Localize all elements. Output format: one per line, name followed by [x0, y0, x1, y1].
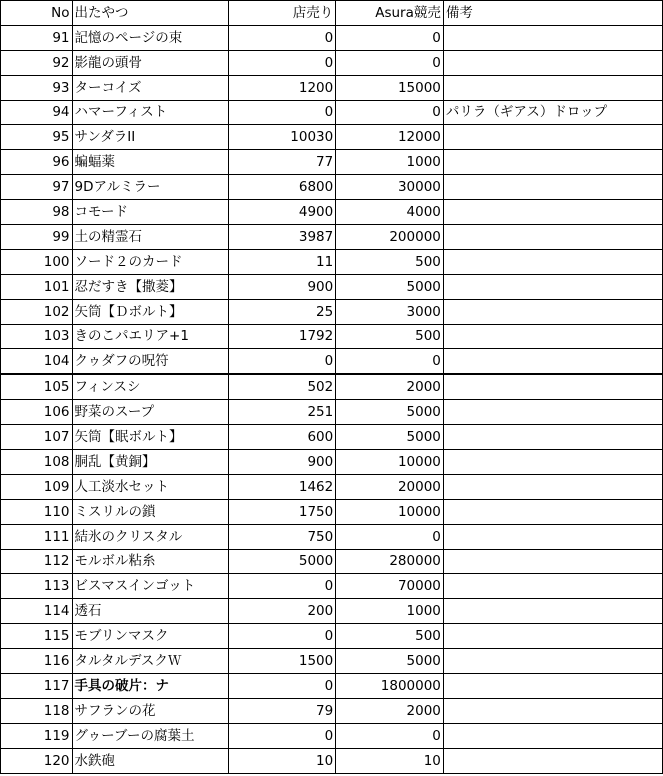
cell-item-name[interactable]: 9Dアルミラー	[72, 175, 229, 200]
cell-shop-price[interactable]: 0	[229, 574, 336, 599]
cell-item-name[interactable]: ターコイズ	[72, 75, 229, 100]
cell-item-name[interactable]: 忍だすき【撒菱】	[72, 274, 229, 299]
cell-no[interactable]: 114	[1, 599, 73, 624]
cell-item-name[interactable]: クゥダフの呪符	[72, 349, 229, 374]
cell-auction-price[interactable]: 0	[336, 25, 444, 50]
cell-auction-price[interactable]: 3000	[336, 299, 444, 324]
cell-no[interactable]: 109	[1, 474, 73, 499]
cell-note[interactable]	[443, 499, 662, 524]
header-note[interactable]: 備考	[443, 1, 662, 26]
cell-note[interactable]	[443, 599, 662, 624]
header-name[interactable]: 出たやつ	[72, 1, 229, 26]
cell-shop-price[interactable]: 77	[229, 150, 336, 175]
cell-auction-price[interactable]: 15000	[336, 75, 444, 100]
cell-no[interactable]: 94	[1, 100, 73, 125]
cell-auction-price[interactable]: 20000	[336, 474, 444, 499]
cell-auction-price[interactable]: 0	[336, 723, 444, 748]
cell-note[interactable]	[443, 624, 662, 649]
cell-shop-price[interactable]: 1500	[229, 649, 336, 674]
cell-item-name[interactable]: ハマーフィスト	[72, 100, 229, 125]
cell-auction-price[interactable]: 0	[336, 100, 444, 125]
cell-shop-price[interactable]: 900	[229, 450, 336, 475]
cell-no[interactable]: 99	[1, 225, 73, 250]
header-shop-price[interactable]: 店売り	[229, 1, 336, 26]
cell-shop-price[interactable]: 11	[229, 249, 336, 274]
cell-auction-price[interactable]: 5000	[336, 649, 444, 674]
cell-item-name[interactable]: モブリンマスク	[72, 624, 229, 649]
cell-item-name[interactable]: 矢筒【Ｄボルト】	[72, 299, 229, 324]
cell-shop-price[interactable]: 4900	[229, 200, 336, 225]
cell-note[interactable]	[443, 25, 662, 50]
table-row	[1, 649, 663, 674]
cell-note[interactable]	[443, 175, 662, 200]
cell-auction-price[interactable]: 10000	[336, 450, 444, 475]
cell-shop-price[interactable]: 0	[229, 50, 336, 75]
cell-item-name[interactable]: きのこパエリア+1	[72, 324, 229, 349]
cell-no[interactable]: 110	[1, 499, 73, 524]
cell-item-name[interactable]: タルタルデスクＷ	[72, 649, 229, 674]
cell-auction-price[interactable]: 200000	[336, 225, 444, 250]
cell-no[interactable]: 117	[1, 674, 73, 699]
cell-auction-price[interactable]: 500	[336, 249, 444, 274]
cell-no[interactable]: 91	[1, 25, 73, 50]
cell-no[interactable]: 115	[1, 624, 73, 649]
cell-note[interactable]	[443, 649, 662, 674]
cell-no[interactable]: 107	[1, 425, 73, 450]
table-row	[1, 574, 663, 599]
table-body	[1, 25, 663, 773]
table-row	[1, 150, 663, 175]
cell-note[interactable]	[443, 249, 662, 274]
cell-auction-price[interactable]: 1800000	[336, 674, 444, 699]
cell-note[interactable]	[443, 225, 662, 250]
cell-auction-price[interactable]: 5000	[336, 400, 444, 425]
table-row	[1, 50, 663, 75]
cell-item-name[interactable]: 結氷のクリスタル	[72, 524, 229, 549]
cell-auction-price[interactable]: 10000	[336, 499, 444, 524]
cell-item-name[interactable]: 矢筒【眠ボルト】	[72, 425, 229, 450]
cell-no[interactable]: 103	[1, 324, 73, 349]
cell-no[interactable]: 111	[1, 524, 73, 549]
cell-shop-price[interactable]: 10030	[229, 125, 336, 150]
cell-shop-price[interactable]: 79	[229, 698, 336, 723]
cell-note[interactable]	[443, 425, 662, 450]
table-row	[1, 450, 663, 475]
cell-note[interactable]: パリラ（ギアス）ドロップ	[443, 100, 662, 125]
cell-note[interactable]	[443, 674, 662, 699]
table-row	[1, 748, 663, 773]
cell-shop-price[interactable]: 900	[229, 274, 336, 299]
cell-no[interactable]: 96	[1, 150, 73, 175]
cell-no[interactable]: 101	[1, 274, 73, 299]
cell-item-name[interactable]: 蝙蝠薬	[72, 150, 229, 175]
cell-no[interactable]: 95	[1, 125, 73, 150]
table-row	[1, 549, 663, 574]
cell-no[interactable]: 106	[1, 400, 73, 425]
cell-shop-price[interactable]: 0	[229, 25, 336, 50]
cell-shop-price[interactable]: 1792	[229, 324, 336, 349]
cell-note[interactable]	[443, 75, 662, 100]
cell-shop-price[interactable]: 3987	[229, 225, 336, 250]
cell-shop-price[interactable]: 1200	[229, 75, 336, 100]
cell-no[interactable]: 100	[1, 249, 73, 274]
cell-auction-price[interactable]: 12000	[336, 125, 444, 150]
table-row	[1, 674, 663, 699]
cell-no[interactable]: 108	[1, 450, 73, 475]
cell-auction-price[interactable]: 0	[336, 349, 444, 374]
cell-shop-price[interactable]: 0	[229, 100, 336, 125]
cell-shop-price[interactable]: 0	[229, 723, 336, 748]
header-auction-price[interactable]: Asura競売	[336, 1, 444, 26]
cell-note[interactable]	[443, 324, 662, 349]
cell-auction-price[interactable]: 1000	[336, 599, 444, 624]
cell-shop-price[interactable]: 251	[229, 400, 336, 425]
cell-note[interactable]	[443, 274, 662, 299]
cell-no[interactable]: 93	[1, 75, 73, 100]
cell-auction-price[interactable]: 0	[336, 524, 444, 549]
header-row	[1, 1, 663, 26]
cell-auction-price[interactable]: 0	[336, 50, 444, 75]
cell-no[interactable]: 105	[1, 374, 73, 399]
table-row	[1, 249, 663, 274]
cell-no[interactable]: 112	[1, 549, 73, 574]
cell-auction-price[interactable]: 70000	[336, 574, 444, 599]
cell-note[interactable]	[443, 549, 662, 574]
cell-no[interactable]: 118	[1, 698, 73, 723]
cell-auction-price[interactable]: 5000	[336, 425, 444, 450]
table-row	[1, 25, 663, 50]
cell-item-name[interactable]: 人工淡水セット	[72, 474, 229, 499]
cell-shop-price[interactable]: 10	[229, 748, 336, 773]
table-row	[1, 349, 663, 374]
table-row	[1, 524, 663, 549]
cell-item-name[interactable]: ソード２のカード	[72, 249, 229, 274]
table-row	[1, 274, 663, 299]
cell-note[interactable]	[443, 698, 662, 723]
cell-shop-price[interactable]: 750	[229, 524, 336, 549]
cell-note[interactable]	[443, 574, 662, 599]
cell-item-name[interactable]: ミスリルの鎖	[72, 499, 229, 524]
cell-note[interactable]	[443, 748, 662, 773]
cell-shop-price[interactable]: 0	[229, 624, 336, 649]
cell-item-name[interactable]: モルボル粘糸	[72, 549, 229, 574]
cell-item-name[interactable]: サンダラII	[72, 125, 229, 150]
table-row	[1, 75, 663, 100]
cell-item-name[interactable]: コモード	[72, 200, 229, 225]
cell-item-name[interactable]: サフランの花	[72, 698, 229, 723]
cell-auction-price[interactable]: 500	[336, 624, 444, 649]
cell-no[interactable]: 116	[1, 649, 73, 674]
cell-shop-price[interactable]: 1750	[229, 499, 336, 524]
cell-auction-price[interactable]: 4000	[336, 200, 444, 225]
cell-no[interactable]: 119	[1, 723, 73, 748]
cell-auction-price[interactable]: 10	[336, 748, 444, 773]
table-row	[1, 374, 663, 399]
cell-auction-price[interactable]: 500	[336, 324, 444, 349]
cell-note[interactable]	[443, 299, 662, 324]
cell-no[interactable]: 98	[1, 200, 73, 225]
table-row	[1, 175, 663, 200]
cell-note[interactable]	[443, 474, 662, 499]
cell-note[interactable]	[443, 400, 662, 425]
table-row	[1, 599, 663, 624]
cell-item-name[interactable]: 影龍の頭骨	[72, 50, 229, 75]
cell-note[interactable]	[443, 450, 662, 475]
cell-auction-price[interactable]: 2000	[336, 698, 444, 723]
table-row	[1, 125, 663, 150]
cell-note[interactable]	[443, 723, 662, 748]
table-row	[1, 723, 663, 748]
table-row	[1, 400, 663, 425]
cell-auction-price[interactable]: 5000	[336, 274, 444, 299]
cell-item-name[interactable]: 水鉄砲	[72, 748, 229, 773]
table-row	[1, 225, 663, 250]
table-row	[1, 425, 663, 450]
cell-shop-price[interactable]: 25	[229, 299, 336, 324]
cell-no[interactable]: 113	[1, 574, 73, 599]
cell-note[interactable]	[443, 524, 662, 549]
cell-note[interactable]	[443, 50, 662, 75]
cell-item-name[interactable]: 土の精霊石	[72, 225, 229, 250]
cell-no[interactable]: 102	[1, 299, 73, 324]
cell-auction-price[interactable]: 30000	[336, 175, 444, 200]
cell-shop-price[interactable]: 502	[229, 374, 336, 399]
cell-no[interactable]: 104	[1, 349, 73, 374]
table-row	[1, 474, 663, 499]
table-row	[1, 499, 663, 524]
cell-item-name[interactable]: フィンスシ	[72, 374, 229, 399]
cell-shop-price[interactable]: 5000	[229, 549, 336, 574]
cell-item-name[interactable]: 胴乱【黄銅】	[72, 450, 229, 475]
cell-item-name[interactable]: グゥーブーの腐葉土	[72, 723, 229, 748]
cell-no[interactable]: 92	[1, 50, 73, 75]
cell-no[interactable]: 97	[1, 175, 73, 200]
cell-shop-price[interactable]: 0	[229, 349, 336, 374]
table-row	[1, 698, 663, 723]
cell-auction-price[interactable]: 2000	[336, 374, 444, 399]
cell-item-name[interactable]: 記憶のページの束	[72, 25, 229, 50]
cell-note[interactable]	[443, 374, 662, 399]
cell-note[interactable]	[443, 349, 662, 374]
table-row	[1, 299, 663, 324]
table-row	[1, 324, 663, 349]
cell-item-name[interactable]: ビスマスインゴット	[72, 574, 229, 599]
cell-note[interactable]	[443, 150, 662, 175]
cell-note[interactable]	[443, 200, 662, 225]
cell-shop-price[interactable]: 1462	[229, 474, 336, 499]
header-no[interactable]: No	[1, 1, 73, 26]
table-row	[1, 624, 663, 649]
table-row	[1, 200, 663, 225]
cell-shop-price[interactable]: 0	[229, 674, 336, 699]
cell-item-name[interactable]: 手具の破片：ナ	[72, 674, 229, 699]
cell-item-name[interactable]: 透石	[72, 599, 229, 624]
cell-no[interactable]: 120	[1, 748, 73, 773]
cell-shop-price[interactable]: 600	[229, 425, 336, 450]
table-row	[1, 100, 663, 125]
cell-shop-price[interactable]: 200	[229, 599, 336, 624]
cell-shop-price[interactable]: 6800	[229, 175, 336, 200]
cell-auction-price[interactable]: 280000	[336, 549, 444, 574]
cell-note[interactable]	[443, 125, 662, 150]
cell-auction-price[interactable]: 1000	[336, 150, 444, 175]
cell-item-name[interactable]: 野菜のスープ	[72, 400, 229, 425]
